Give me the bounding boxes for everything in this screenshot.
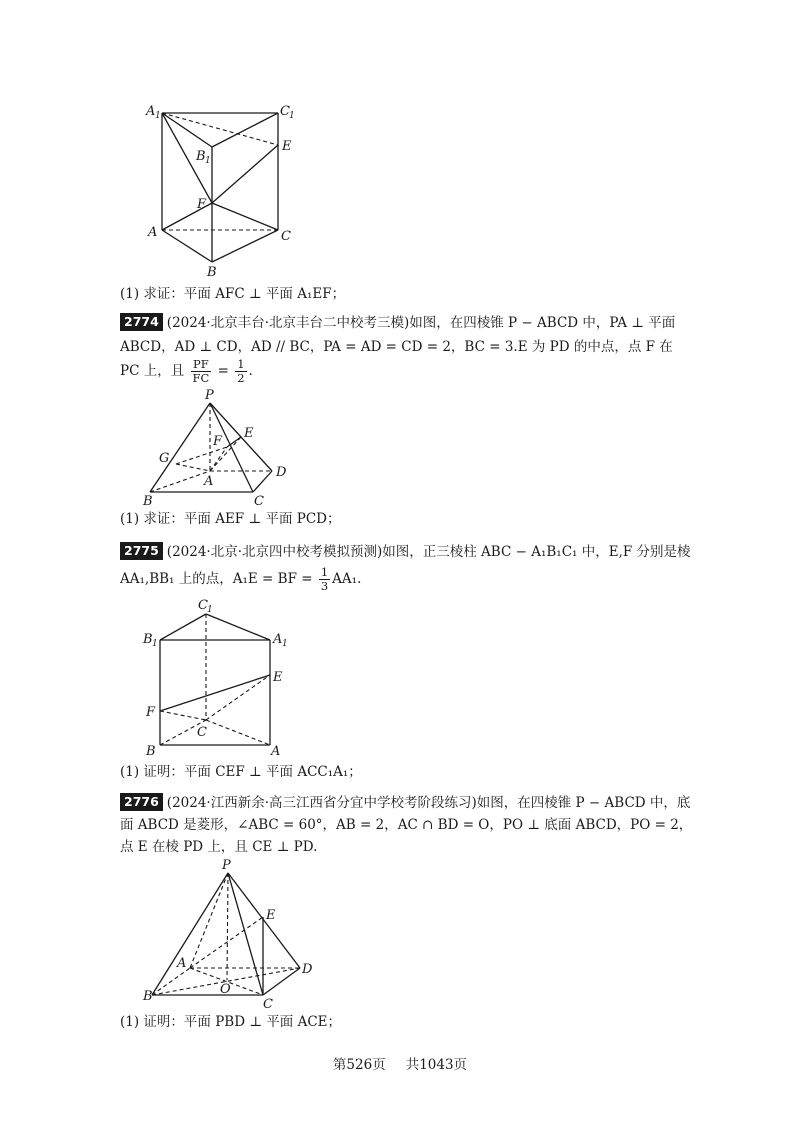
label-B1: B: [196, 149, 206, 164]
figure-prism-2775: [140, 595, 300, 760]
label-B1: B: [143, 632, 153, 647]
q2776-part1: (1) 证明：平面 PBD ⊥ 平面 ACE；: [120, 1014, 342, 1030]
page-footer: [0, 1053, 800, 1073]
q2776-line2: 面 ABCD 是菱形，∠ABC = 60°，AB = 2，AC ∩ BD = O，PO ⊥ 底面 ABCD，PO = 2，: [120, 817, 693, 833]
label-E: E: [273, 670, 283, 685]
label-A1: A: [273, 632, 283, 647]
q2775-part1: (1) 证明：平面 CEF ⊥ 平面 ACC₁A₁；: [120, 764, 362, 780]
q2774-part1: (1) 求证：平面 AEF ⊥ 平面 PCD；: [120, 511, 341, 527]
label-B: B: [146, 744, 156, 759]
figure-pyramid-2776: [140, 855, 320, 1015]
label-C: C: [281, 229, 291, 244]
label-C1: C: [198, 598, 208, 613]
label-P: P: [205, 388, 214, 403]
label-A1: A: [146, 104, 156, 119]
q2774-line1: 2774 (2024·北京丰台·北京丰台二中校考三模)如图，在四棱锥 P − ABCD 中，PA ⊥ 平面: [120, 313, 675, 333]
label-A: A: [204, 474, 214, 489]
svg-text:1: 1: [289, 111, 295, 121]
label-E: E: [282, 139, 292, 154]
q2775-line2: AA₁,BB₁ 上的点，A₁E = BF = $\frac{1}{3}$ AA₁.: [120, 565, 362, 593]
question-number-2774: 2774: [120, 313, 163, 331]
label-A: A: [148, 225, 158, 240]
label-D: D: [276, 465, 287, 480]
figure-prism-2773: [140, 95, 320, 285]
label-F: F: [197, 197, 207, 212]
label-B: B: [143, 989, 153, 1004]
q2776-line1: 2776 (2024·江西新余·高三江西省分宜中学校考阶段练习)如图，在四棱锥 P − ABCD 中，底: [120, 793, 690, 813]
label-F: F: [213, 434, 223, 449]
figure-pyramid-2774: [140, 385, 300, 510]
fraction-half: $\frac{1}{2}$: [237, 357, 245, 385]
label-O: O: [220, 982, 231, 997]
q2776-line3: 点 E 在棱 PD 上，且 CE ⊥ PD.: [120, 839, 318, 855]
label-P: P: [222, 858, 231, 873]
label-C1: C: [280, 104, 290, 119]
label-B: B: [143, 494, 153, 509]
label-D: D: [302, 962, 313, 977]
label-E: E: [244, 426, 254, 441]
label-G: G: [159, 451, 170, 466]
label-E: E: [266, 908, 276, 923]
label-B: B: [207, 265, 217, 280]
question-number-2776: 2776: [120, 793, 163, 811]
page-number: 第526页: [332, 1057, 386, 1073]
q2774-line2: ABCD，AD ⊥ CD，AD // BC，PA = AD = CD = 2，BC = 3.E 为 PD 的中点，点 F 在: [120, 339, 673, 355]
label-C: C: [197, 725, 207, 740]
label-C: C: [254, 494, 264, 509]
q2774-line3: PC 上，且 $\frac{PF}{FC}$ = $\frac{1}{2}$ .: [120, 357, 253, 385]
label-F: F: [146, 705, 156, 720]
label-C: C: [263, 997, 273, 1012]
q2775-line1: 2775 (2024·北京·北京四中校考模拟预测)如图，正三棱柱 ABC − A₁B₁C₁ 中，E,F 分别是棱: [120, 542, 691, 562]
svg-text:1: 1: [152, 639, 158, 649]
q2773-part1: (1) 求证：平面 AFC ⊥ 平面 A₁EF；: [120, 286, 346, 302]
svg-text:1: 1: [205, 156, 211, 166]
fraction-third: $\frac{1}{3}$: [320, 565, 329, 593]
label-A: A: [177, 956, 187, 971]
svg-text:1: 1: [155, 111, 161, 121]
svg-text:1: 1: [282, 639, 288, 649]
total-pages: 共1043页: [405, 1057, 468, 1073]
fraction-pf-fc: $\frac{PF}{FC}$: [192, 357, 210, 385]
svg-text:1: 1: [207, 605, 213, 615]
question-number-2775: 2775: [120, 542, 163, 560]
label-A: A: [271, 744, 281, 759]
